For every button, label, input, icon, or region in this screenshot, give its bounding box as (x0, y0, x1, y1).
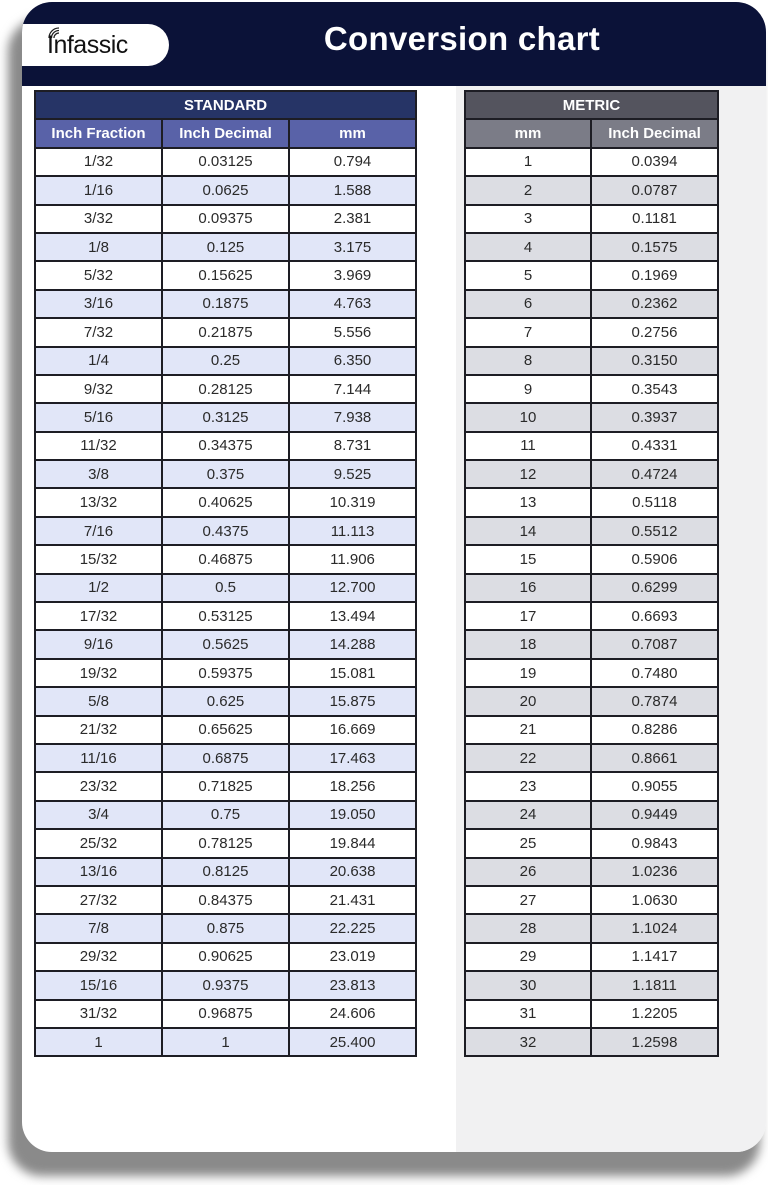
table-cell: 0.09375 (162, 205, 289, 233)
table-cell: 0.5625 (162, 630, 289, 658)
table-cell: 16.669 (289, 716, 416, 744)
table-cell: 0.3543 (591, 375, 718, 403)
table-row (35, 630, 416, 658)
table-cell: 13 (465, 488, 591, 516)
table-cell: 21/32 (35, 716, 162, 744)
table-row (465, 1028, 718, 1056)
table-cell: 0.375 (162, 460, 289, 488)
table-cell: 26 (465, 858, 591, 886)
table-cell: 0.875 (162, 914, 289, 942)
table-cell: 3.175 (289, 233, 416, 261)
table-cell: 8 (465, 347, 591, 375)
table-cell: 1.2598 (591, 1028, 718, 1056)
table-row (35, 886, 416, 914)
table-row (35, 347, 416, 375)
table-cell: 14 (465, 517, 591, 545)
table-cell: 11 (465, 432, 591, 460)
table-cell: 23.019 (289, 943, 416, 971)
table-cell: 15.875 (289, 687, 416, 715)
table-cell: 15/32 (35, 545, 162, 573)
table-cell: 18.256 (289, 772, 416, 800)
table-cell: 1/8 (35, 233, 162, 261)
table-row (465, 176, 718, 204)
table-cell: 12.700 (289, 574, 416, 602)
column-header-inch-fraction: Inch Fraction (35, 119, 162, 147)
table-cell: 15/16 (35, 971, 162, 999)
table-row (35, 1000, 416, 1028)
column-header-inch-decimal: Inch Decimal (591, 119, 718, 147)
table-row (35, 233, 416, 261)
table-row (35, 602, 416, 630)
table-cell: 0.3150 (591, 347, 718, 375)
table-row (465, 659, 718, 687)
table-row (35, 687, 416, 715)
table-cell: 17.463 (289, 744, 416, 772)
table-cell: 11/16 (35, 744, 162, 772)
table-cell: 16 (465, 574, 591, 602)
table-cell: 32 (465, 1028, 591, 1056)
table-cell: 0.625 (162, 687, 289, 715)
table-cell: 7.938 (289, 403, 416, 431)
table-cell: 30 (465, 971, 591, 999)
table-cell: 11.113 (289, 517, 416, 545)
table-cell: 9/32 (35, 375, 162, 403)
table-cell: 21.431 (289, 886, 416, 914)
table-row (465, 716, 718, 744)
table-cell: 1.0630 (591, 886, 718, 914)
table-cell: 31 (465, 1000, 591, 1028)
table-cell: 0.78125 (162, 829, 289, 857)
table-cell: 14.288 (289, 630, 416, 658)
table-cell: 7.144 (289, 375, 416, 403)
table-cell: 0.6875 (162, 744, 289, 772)
table-cell: 1 (465, 148, 591, 176)
table-cell: 2 (465, 176, 591, 204)
table-cell: 10.319 (289, 488, 416, 516)
table-cell: 0.0625 (162, 176, 289, 204)
table-cell: 0.4724 (591, 460, 718, 488)
table-cell: 20.638 (289, 858, 416, 886)
table-cell: 12 (465, 460, 591, 488)
table-row (465, 261, 718, 289)
table-cell: 13/32 (35, 488, 162, 516)
table-cell: 0.8661 (591, 744, 718, 772)
table-cell: 2.381 (289, 205, 416, 233)
table-cell: 25/32 (35, 829, 162, 857)
table-cell: 20 (465, 687, 591, 715)
table-row (35, 858, 416, 886)
table-row (465, 488, 718, 516)
table-cell: 11/32 (35, 432, 162, 460)
table-cell: 0.5512 (591, 517, 718, 545)
column-header-inch-decimal: Inch Decimal (162, 119, 289, 147)
table-cell: 23 (465, 772, 591, 800)
table-cell: 3/16 (35, 290, 162, 318)
table-row (465, 858, 718, 886)
table-row (465, 290, 718, 318)
table-cell: 24 (465, 801, 591, 829)
table-cell: 22.225 (289, 914, 416, 942)
table-cell: 21 (465, 716, 591, 744)
table-row (465, 914, 718, 942)
table-cell: 13/16 (35, 858, 162, 886)
table-cell: 27/32 (35, 886, 162, 914)
table-cell: 27 (465, 886, 591, 914)
table-cell: 0.3125 (162, 403, 289, 431)
table-cell: 0.1181 (591, 205, 718, 233)
table-cell: 19 (465, 659, 591, 687)
table-row (465, 375, 718, 403)
metric-table (464, 90, 719, 1057)
table-cell: 0.3937 (591, 403, 718, 431)
table-row (465, 517, 718, 545)
table-cell: 0.25 (162, 347, 289, 375)
table-row (465, 886, 718, 914)
table-cell: 0.7087 (591, 630, 718, 658)
table-cell: 0.5 (162, 574, 289, 602)
table-cell: 0.1575 (591, 233, 718, 261)
table-row (35, 971, 416, 999)
table-cell: 0.90625 (162, 943, 289, 971)
table-cell: 0.59375 (162, 659, 289, 687)
table-cell: 3.969 (289, 261, 416, 289)
table-cell: 0.0394 (591, 148, 718, 176)
table-cell: 1.0236 (591, 858, 718, 886)
table-cell: 1 (162, 1028, 289, 1056)
table-cell: 29 (465, 943, 591, 971)
table-cell: 17/32 (35, 602, 162, 630)
table-cell: 0.0787 (591, 176, 718, 204)
table-row (465, 602, 718, 630)
table-row (465, 205, 718, 233)
table-cell: 24.606 (289, 1000, 416, 1028)
table-row (35, 1028, 416, 1056)
table-cell: 3/4 (35, 801, 162, 829)
table-cell: 0.2362 (591, 290, 718, 318)
column-header-mm: mm (289, 119, 416, 147)
table-row (35, 716, 416, 744)
table-cell: 0.28125 (162, 375, 289, 403)
table-row (35, 829, 416, 857)
table-row (35, 943, 416, 971)
table-cell: 15 (465, 545, 591, 573)
table-row (465, 971, 718, 999)
table-cell: 0.21875 (162, 318, 289, 346)
table-cell: 25 (465, 829, 591, 857)
table-cell: 9/16 (35, 630, 162, 658)
table-row (35, 460, 416, 488)
table-cell: 0.794 (289, 148, 416, 176)
table-cell: 6 (465, 290, 591, 318)
brand-name: Infassic (47, 31, 128, 59)
table-cell: 19/32 (35, 659, 162, 687)
table-cell: 15.081 (289, 659, 416, 687)
table-cell: 28 (465, 914, 591, 942)
table-row (35, 432, 416, 460)
table-row (465, 460, 718, 488)
table-cell: 23/32 (35, 772, 162, 800)
table-cell: 5/32 (35, 261, 162, 289)
table-row (35, 205, 416, 233)
table-cell: 11.906 (289, 545, 416, 573)
table-cell: 5.556 (289, 318, 416, 346)
table-cell: 0.6693 (591, 602, 718, 630)
table-cell: 0.71825 (162, 772, 289, 800)
table-row (465, 801, 718, 829)
table-cell: 4 (465, 233, 591, 261)
table-cell: 5/8 (35, 687, 162, 715)
table-cell: 5/16 (35, 403, 162, 431)
table-row (465, 545, 718, 573)
table-row (35, 517, 416, 545)
table-cell: 29/32 (35, 943, 162, 971)
table-cell: 0.1875 (162, 290, 289, 318)
table-row (35, 176, 416, 204)
column-header-mm: mm (465, 119, 591, 147)
metric-title: METRIC (465, 91, 718, 119)
table-cell: 7/32 (35, 318, 162, 346)
table-row (465, 318, 718, 346)
table-cell: 19.844 (289, 829, 416, 857)
table-cell: 0.7480 (591, 659, 718, 687)
table-cell: 0.34375 (162, 432, 289, 460)
table-row (35, 403, 416, 431)
table-cell: 0.5118 (591, 488, 718, 516)
table-cell: 0.9055 (591, 772, 718, 800)
table-row (35, 914, 416, 942)
table-cell: 4.763 (289, 290, 416, 318)
table-row (465, 432, 718, 460)
table-row (465, 233, 718, 261)
table-cell: 0.1969 (591, 261, 718, 289)
table-cell: 1 (35, 1028, 162, 1056)
table-cell: 0.6299 (591, 574, 718, 602)
table-cell: 1.1811 (591, 971, 718, 999)
table-row (465, 687, 718, 715)
standard-table (34, 90, 417, 1057)
table-cell: 6.350 (289, 347, 416, 375)
table-row (465, 744, 718, 772)
table-cell: 0.8125 (162, 858, 289, 886)
table-cell: 23.813 (289, 971, 416, 999)
table-cell: 0.03125 (162, 148, 289, 176)
standard-title: STANDARD (35, 91, 416, 119)
table-cell: 0.96875 (162, 1000, 289, 1028)
table-row (35, 290, 416, 318)
table-cell: 8.731 (289, 432, 416, 460)
table-cell: 0.4375 (162, 517, 289, 545)
table-cell: 13.494 (289, 602, 416, 630)
table-row (465, 403, 718, 431)
table-row (465, 1000, 718, 1028)
table-cell: 25.400 (289, 1028, 416, 1056)
table-cell: 1.2205 (591, 1000, 718, 1028)
table-row (465, 148, 718, 176)
table-cell: 0.40625 (162, 488, 289, 516)
table-row (465, 574, 718, 602)
header-bar (22, 2, 766, 86)
table-row (35, 744, 416, 772)
table-cell: 0.5906 (591, 545, 718, 573)
table-row (465, 347, 718, 375)
table-cell: 1/16 (35, 176, 162, 204)
table-cell: 0.4331 (591, 432, 718, 460)
table-cell: 10 (465, 403, 591, 431)
table-cell: 7/16 (35, 517, 162, 545)
table-row (35, 659, 416, 687)
table-row (465, 829, 718, 857)
table-row (35, 375, 416, 403)
table-cell: 0.125 (162, 233, 289, 261)
table-row (35, 488, 416, 516)
table-cell: 7/8 (35, 914, 162, 942)
table-cell: 0.65625 (162, 716, 289, 744)
table-cell: 0.9375 (162, 971, 289, 999)
brand-logo (22, 24, 169, 66)
table-cell: 31/32 (35, 1000, 162, 1028)
table-cell: 9 (465, 375, 591, 403)
table-cell: 5 (465, 261, 591, 289)
table-cell: 0.75 (162, 801, 289, 829)
table-row (35, 574, 416, 602)
table-cell: 17 (465, 602, 591, 630)
table-row (465, 630, 718, 658)
table-cell: 0.8286 (591, 716, 718, 744)
table-row (35, 148, 416, 176)
table-cell: 0.84375 (162, 886, 289, 914)
table-row (35, 801, 416, 829)
table-cell: 0.2756 (591, 318, 718, 346)
table-cell: 1.1417 (591, 943, 718, 971)
table-cell: 1/2 (35, 574, 162, 602)
table-row (35, 318, 416, 346)
table-cell: 3/32 (35, 205, 162, 233)
table-cell: 1/32 (35, 148, 162, 176)
table-row (35, 545, 416, 573)
table-cell: 7 (465, 318, 591, 346)
table-cell: 0.46875 (162, 545, 289, 573)
table-row (35, 772, 416, 800)
table-row (465, 943, 718, 971)
table-cell: 1.1024 (591, 914, 718, 942)
table-cell: 3/8 (35, 460, 162, 488)
table-cell: 1.588 (289, 176, 416, 204)
table-cell: 19.050 (289, 801, 416, 829)
table-cell: 9.525 (289, 460, 416, 488)
table-cell: 0.7874 (591, 687, 718, 715)
table-cell: 3 (465, 205, 591, 233)
table-cell: 0.53125 (162, 602, 289, 630)
page-title: Conversion chart (323, 20, 601, 57)
table-cell: 22 (465, 744, 591, 772)
table-cell: 1/4 (35, 347, 162, 375)
table-cell: 0.9843 (591, 829, 718, 857)
table-cell: 0.9449 (591, 801, 718, 829)
table-cell: 18 (465, 630, 591, 658)
table-cell: 0.15625 (162, 261, 289, 289)
table-row (465, 772, 718, 800)
table-row (35, 261, 416, 289)
